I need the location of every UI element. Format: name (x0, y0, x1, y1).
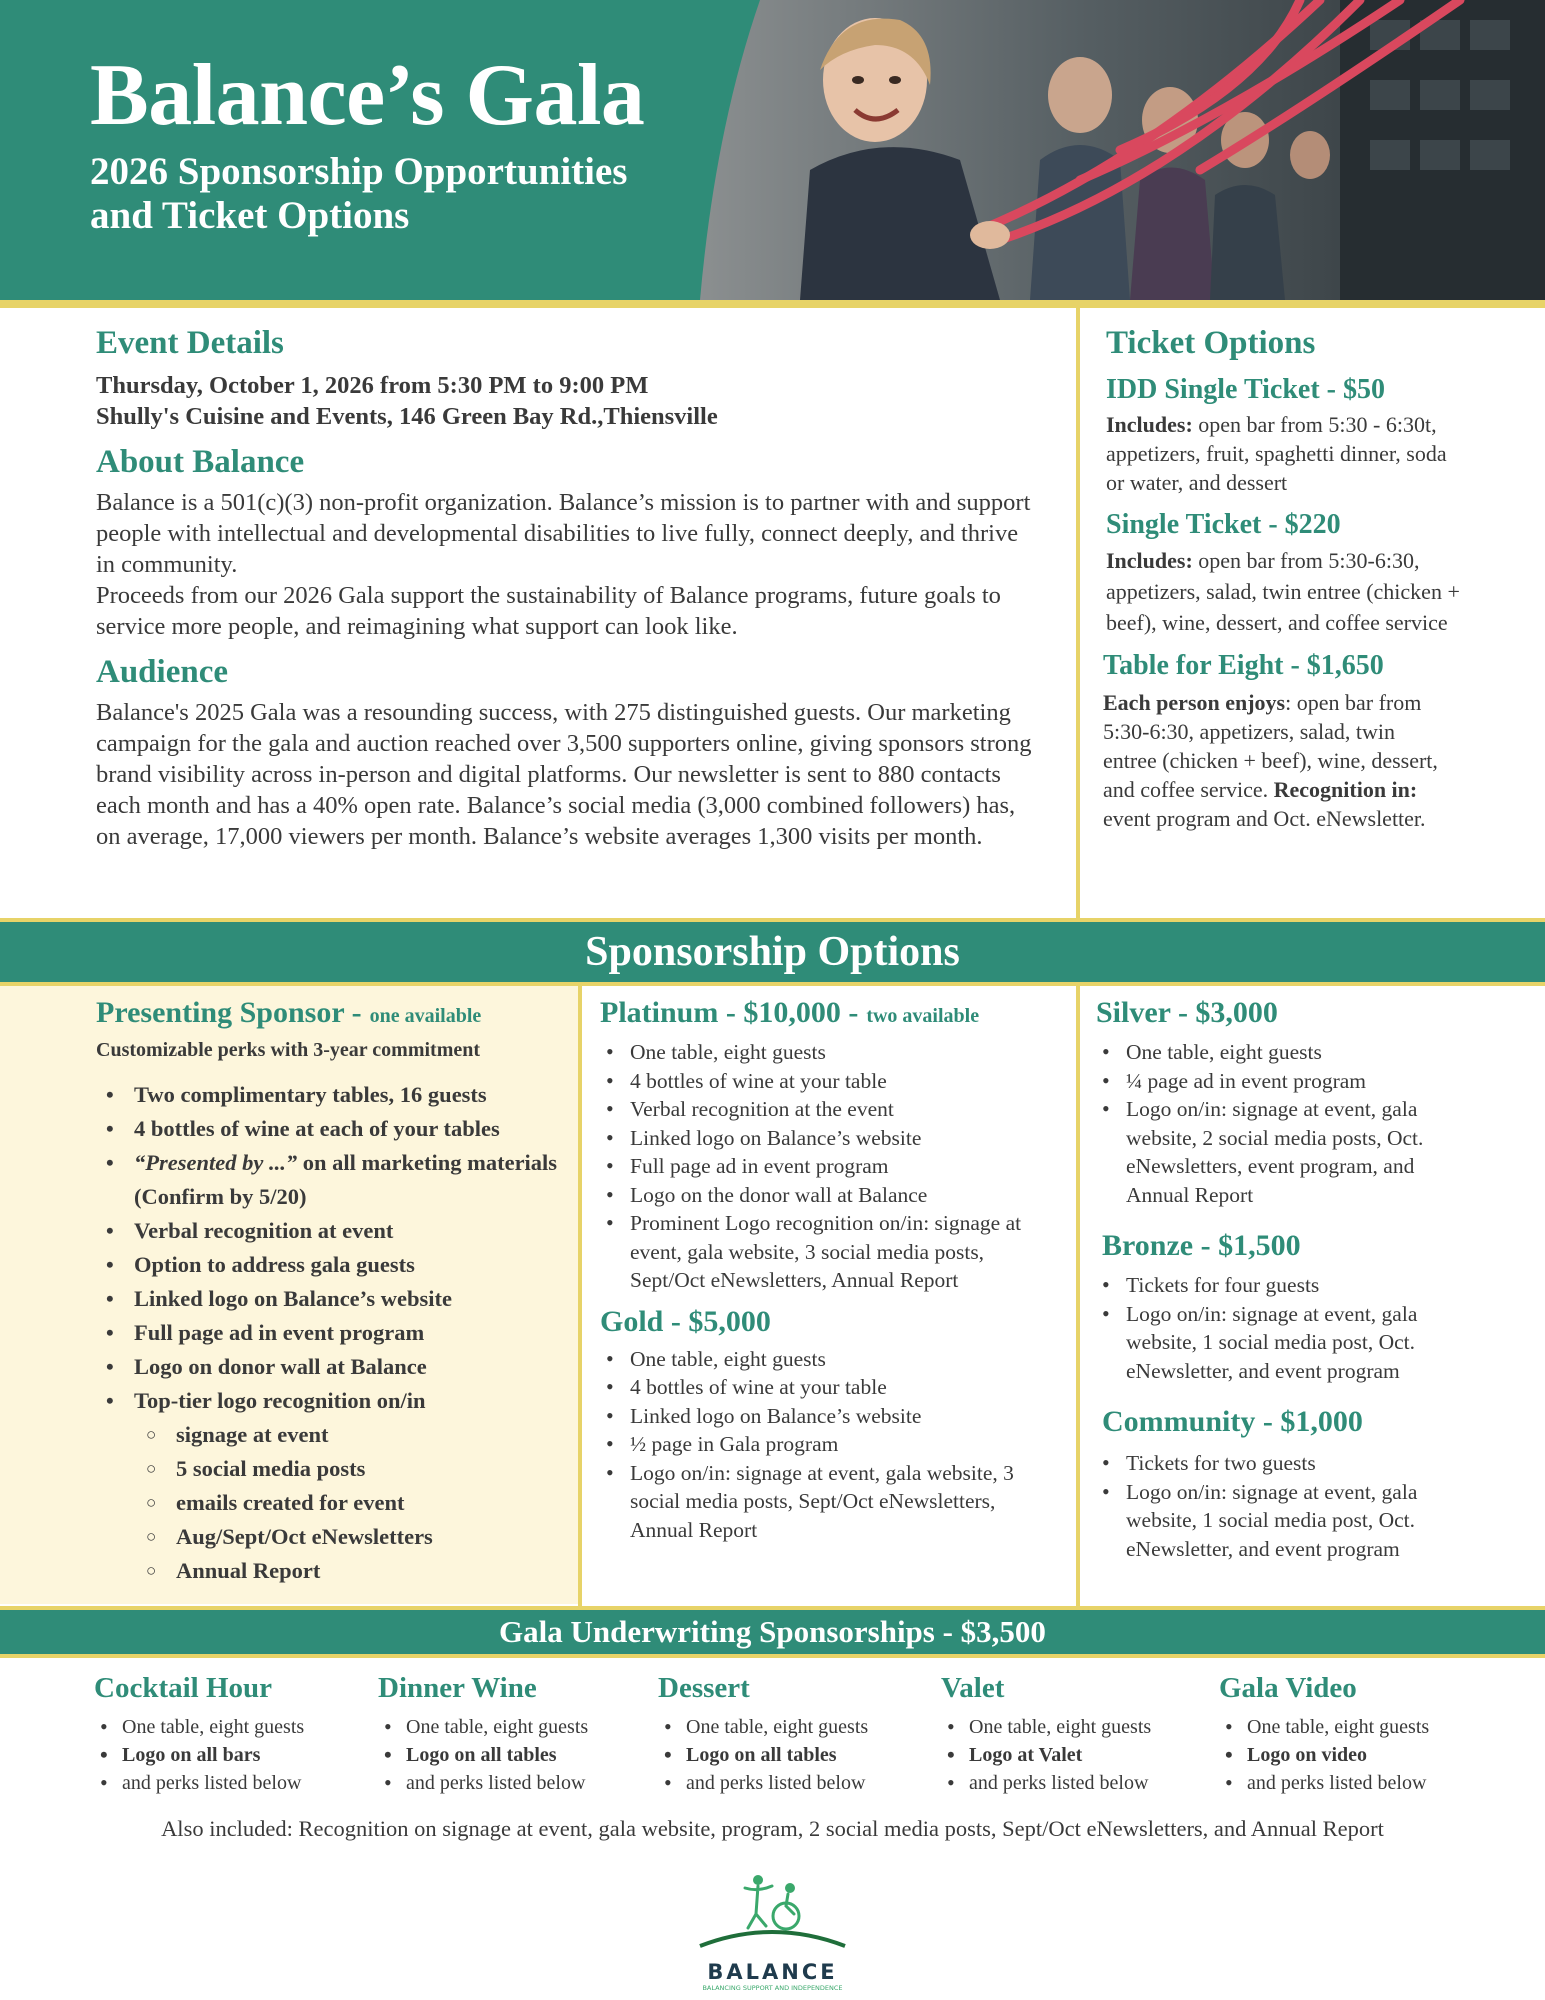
header-banner (0, 0, 1545, 300)
subtitle-line-2: and Ticket Options (90, 194, 410, 237)
ticket-options-section (1103, 325, 1461, 833)
list-item: • One table, eight guests (1219, 1713, 1519, 1741)
uw-list (941, 1713, 1201, 1797)
header-divider (0, 300, 1545, 308)
community-perks-list (1096, 1449, 1476, 1563)
gold-perks-list (600, 1345, 1060, 1545)
list-item: • Linked logo on Balance’s website (600, 1124, 1060, 1153)
underwriting-band: Gala Underwriting Sponsorships - $3,500 (0, 1606, 1545, 1658)
platinum-title (600, 996, 1060, 1030)
ticket-options-heading: Ticket Options (1106, 325, 1316, 361)
list-item: • Logo at Valet (941, 1741, 1201, 1769)
table-ticket-desc (1103, 688, 1443, 833)
balance-logo (690, 1866, 855, 1996)
column-divider (1076, 986, 1080, 1606)
list-item: • ¼ page ad in event program (1096, 1067, 1476, 1096)
list-item: • Tickets for four guests (1096, 1271, 1476, 1300)
about-paragraph-1: Balance is a 501(c)(3) non-profit organization. Balance’s mission is to partner with and support people with intellectual and developmental disabilities to live fully, connect deeply, and thrive in community. (96, 489, 1031, 578)
audience-paragraph: Balance's 2025 Gala was a resounding success, with 275 distinguished guests. Our marketing campaign for the gala and auction reached over 3,500 supporters online, giving sponsors strong brand visibility across in-person and digital platforms. Our newsletter is sent to 880 contacts each month and has a 40% open rate. Balance’s social media (3,000 combined followers) has, on average, 17,000 viewers per month. Balance’s website averages 1,300 visits per month. (96, 699, 1032, 850)
presenting-title-text: Presenting Sponsor - (96, 996, 362, 1029)
list-item: • Option to address gala guests (96, 1248, 566, 1282)
bronze-title: Bronze - $1,500 (1102, 1229, 1301, 1262)
list-item: • One table, eight guests (941, 1713, 1201, 1741)
includes-label: Includes: (1106, 412, 1193, 437)
list-item: • ½ page in Gala program (600, 1430, 1060, 1459)
list-item: • Full page ad in event program (96, 1316, 566, 1350)
platinum-gold-section (600, 996, 1060, 1544)
list-item (96, 1146, 566, 1214)
table-ticket-text: : open bar from 5:30-6:30, appetizers, salad, twin entree (chicken + beef), wine, dessert, and coffee service. (1103, 690, 1438, 802)
list-item: • One table, eight guests (658, 1713, 918, 1741)
list-item: • and perks listed below (941, 1769, 1201, 1797)
underwriting-dessert (658, 1672, 918, 1797)
list-item: • and perks listed below (1219, 1769, 1519, 1797)
about-heading: About Balance (96, 444, 305, 480)
recognition-label: Recognition in: (1273, 777, 1418, 802)
single-ticket-text: open bar from 5:30-6:30, appetizers, salad, twin entree (chicken + beef), wine, dessert, and coffee service (1106, 548, 1460, 635)
uw-list (1219, 1713, 1519, 1797)
column-divider (578, 986, 582, 1606)
page-title: Balance’s Gala (90, 47, 645, 144)
sub-list-item: ○ 5 social media posts (96, 1452, 566, 1486)
presenting-availability: one available (369, 1005, 482, 1027)
list-item: • Logo on all bars (94, 1741, 354, 1769)
underwriting-gala-video (1219, 1672, 1519, 1797)
each-person-label: Each person enjoys (1103, 690, 1286, 715)
list-item: • Logo on donor wall at Balance (96, 1350, 566, 1384)
list-item: • and perks listed below (378, 1769, 638, 1797)
gold-title: Gold - $5,000 (600, 1304, 771, 1338)
presenting-note: Customizable perks with 3-year commitment (96, 1039, 481, 1061)
audience-heading: Audience (96, 654, 228, 690)
list-item: • and perks listed below (94, 1769, 354, 1797)
presented-by-rest: on all marketing materials (Confirm by 5/20) (134, 1150, 558, 1209)
sub-list-item: ○ Annual Report (96, 1554, 566, 1588)
uw-list (658, 1713, 918, 1797)
silver-bronze-community-section (1096, 996, 1476, 1563)
event-info-section (96, 325, 1041, 852)
list-item: • Full page ad in event program (600, 1152, 1060, 1181)
logo-wordmark: BALANCE (707, 1960, 838, 1984)
uw-title: Dinner Wine (378, 1672, 537, 1704)
list-item: • Linked logo on Balance’s website (600, 1402, 1060, 1431)
idd-ticket-text: open bar from 5:30 - 6:30t, appetizers, fruit, spaghetti dinner, soda or water, and dessert (1106, 412, 1447, 495)
single-ticket-desc (1106, 545, 1461, 638)
sub-list-item: ○ emails created for event (96, 1486, 566, 1520)
list-item: • Verbal recognition at event (96, 1214, 566, 1248)
idd-ticket-title: IDD Single Ticket - $50 (1106, 374, 1385, 405)
list-item: • Verbal recognition at the event (600, 1095, 1060, 1124)
community-title: Community - $1,000 (1102, 1405, 1363, 1438)
uw-title: Dessert (658, 1672, 750, 1704)
list-item: • Two complimentary tables, 16 guests (96, 1078, 566, 1112)
list-item: • Prominent Logo recognition on/in: signage at event, gala website, 3 social media posts, Sept/Oct eNewsletters, Annual Report (600, 1209, 1060, 1295)
gala-photo (700, 0, 1545, 300)
column-divider (1076, 308, 1080, 920)
presenting-sponsor-section (96, 996, 566, 1588)
list-item: • 4 bottles of wine at your table (600, 1067, 1060, 1096)
list-item: • Tickets for two guests (1096, 1449, 1476, 1478)
list-item: • 4 bottles of wine at your table (600, 1373, 1060, 1402)
idd-ticket-desc (1106, 410, 1461, 497)
platinum-perks-list (600, 1038, 1060, 1295)
list-item: • One table, eight guests (378, 1713, 638, 1741)
presented-by-text: “Presented by ...” (134, 1150, 298, 1175)
list-item: • Logo on/in: signage at event, gala website, 1 social media post, Oct. eNewsletter, and event program (1096, 1478, 1476, 1564)
list-item: • 4 bottles of wine at each of your tables (96, 1112, 566, 1146)
underwriting-dinner-wine (378, 1672, 638, 1797)
table-ticket-title: Table for Eight - $1,650 (1103, 650, 1384, 681)
platinum-availability: two available (866, 1005, 980, 1027)
about-paragraph-2: Proceeds from our 2026 Gala support the sustainability of Balance programs, future goals to service more people, and reimagining what support can look like. (96, 582, 1001, 640)
bronze-perks-list (1096, 1271, 1476, 1385)
list-item: • Logo on all tables (378, 1741, 638, 1769)
platinum-title-text: Platinum - $10,000 - (600, 996, 859, 1029)
list-item: • Logo on/in: signage at event, gala website, 3 social media posts, Sept/Oct eNewsletters, Annual Report (600, 1459, 1060, 1545)
sub-list-item: ○ Aug/Sept/Oct eNewsletters (96, 1520, 566, 1554)
event-location: Shully's Cuisine and Events, 146 Green Bay Rd.,Thiensville (96, 403, 718, 430)
recognition-text: event program and Oct. eNewsletter. (1103, 806, 1426, 831)
list-item: • Logo on/in: signage at event, gala website, 1 social media post, Oct. eNewsletter, and event program (1096, 1300, 1476, 1386)
list-item: • Top-tier logo recognition on/in (96, 1384, 566, 1418)
balance-logo-icon (690, 1866, 855, 1956)
presenting-title (96, 996, 566, 1030)
list-item: • One table, eight guests (94, 1713, 354, 1741)
list-item: • Logo on video (1219, 1741, 1519, 1769)
event-details-heading: Event Details (96, 325, 284, 361)
underwriting-cocktail-hour (94, 1672, 354, 1797)
sub-list-item: ○ signage at event (96, 1418, 566, 1452)
list-item: • One table, eight guests (600, 1345, 1060, 1374)
uw-title: Valet (941, 1672, 1005, 1704)
page-subtitle (90, 150, 710, 238)
uw-list (94, 1713, 354, 1797)
uw-list (378, 1713, 638, 1797)
presenting-perks-list (96, 1078, 566, 1588)
sponsorship-band: Sponsorship Options (0, 918, 1545, 986)
list-item: • and perks listed below (658, 1769, 918, 1797)
logo-tagline: BALANCING SUPPORT AND INDEPENDENCE (702, 1984, 843, 1992)
list-item: • One table, eight guests (600, 1038, 1060, 1067)
list-item: • One table, eight guests (1096, 1038, 1476, 1067)
silver-perks-list (1096, 1038, 1476, 1209)
event-date: Thursday, October 1, 2026 from 5:30 PM to 9:00 PM (96, 372, 649, 399)
underwriting-valet (941, 1672, 1201, 1797)
uw-title: Gala Video (1219, 1672, 1357, 1704)
silver-title: Silver - $3,000 (1096, 996, 1278, 1029)
subtitle-line-1: 2026 Sponsorship Opportunities (90, 150, 628, 193)
includes-label: Includes: (1106, 548, 1193, 573)
list-item: • Logo on the donor wall at Balance (600, 1181, 1060, 1210)
also-included-note: Also included: Recognition on signage at event, gala website, program, 2 social media posts, Sept/Oct eNewsletters, and Annual Report (161, 1816, 1384, 1841)
single-ticket-title: Single Ticket - $220 (1106, 509, 1341, 540)
list-item: • Logo on all tables (658, 1741, 918, 1769)
list-item: • Linked logo on Balance’s website (96, 1282, 566, 1316)
uw-title: Cocktail Hour (94, 1672, 273, 1704)
list-item: • Logo on/in: signage at event, gala website, 2 social media posts, Oct. eNewsletters, event program, and Annual Report (1096, 1095, 1476, 1209)
